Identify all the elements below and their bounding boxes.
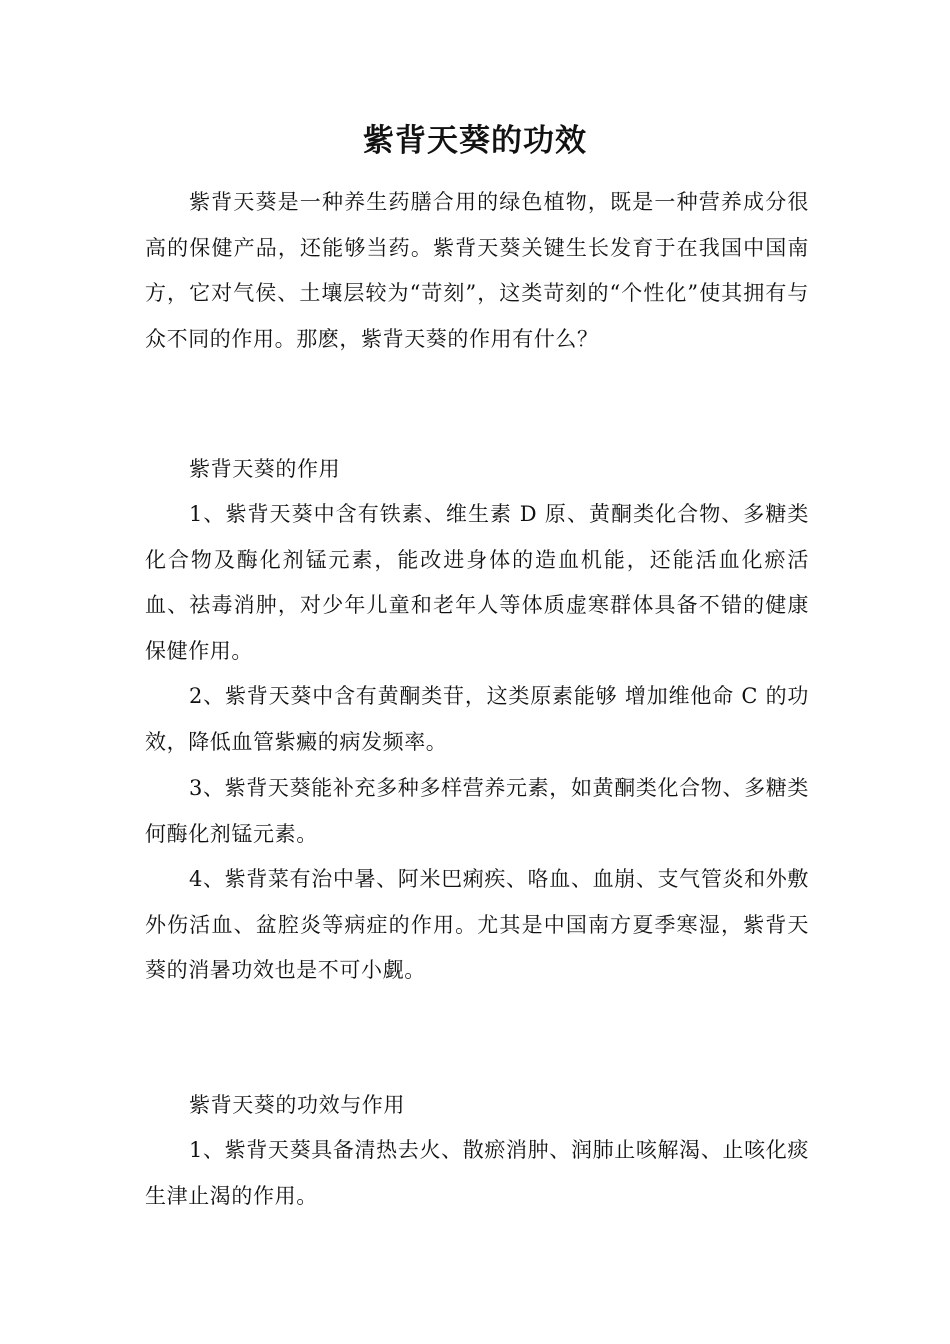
section-heading-efficacy: 紫背天葵的功效与作用: [189, 1093, 405, 1117]
list-item: 3、紫背天葵能补充多种多样营养元素，如黄酮类化合物、多糖类何酶化剂锰元素。: [145, 776, 809, 846]
list-item: 2、紫背天葵中含有黄酮类苷，这类原素能够 增加维他命 C 的功效，降低血管紫癜的病发频率。: [145, 684, 809, 754]
list-item: 4、紫背菜有治中暑、阿米巴痢疾、咯血、血崩、支气管炎和外敷外伤活血、盆腔炎等病症的作用。尤其是中国南方夏季寒湿，紫背天葵的消暑功效也是不可小觑。: [145, 867, 809, 982]
section-heading-effects: 紫背天葵的作用: [189, 457, 341, 481]
document-title: 紫背天葵的功效: [363, 123, 587, 159]
intro-paragraph: 紫背天葵是一种养生药膳合用的绿色植物，既是一种营养成分很高的保健产品，还能够当药。紫背天葵关键生长发育于在我国中国南方，它对气侯、土壤层较为“苛刻”，这类苛刻的“个性化”使其拥有与众不同的作用。那麽，紫背天葵的作用有什么？: [145, 190, 809, 351]
list-item: 1、紫背天葵中含有铁素、维生素 D 原、黄酮类化合物、多糖类化合物及酶化剂锰元素，能改进身体的造血机能，还能活血化瘀活血、祛毒消肿，对少年儿童和老年人等体质虚寒群体具备不错的健康保健作用。: [145, 502, 809, 663]
list-item: 1、紫背天葵具备清热去火、散瘀消肿、润肺止咳解渴、止咳化痰生津止渴的作用。: [145, 1138, 809, 1208]
